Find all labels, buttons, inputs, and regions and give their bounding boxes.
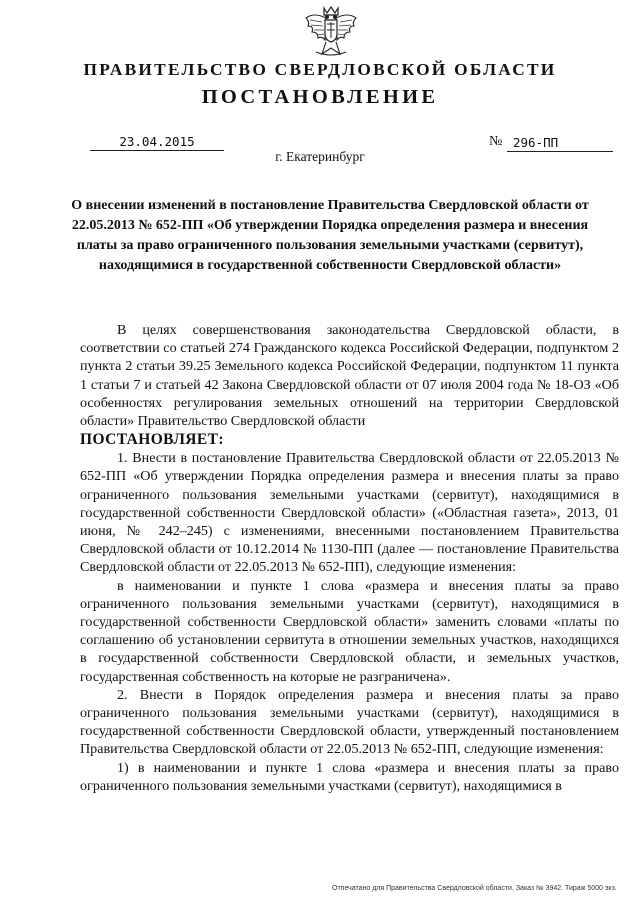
organization-name: ПРАВИТЕЛЬСТВО СВЕРДЛОВСКОЙ ОБЛАСТИ: [83, 60, 557, 79]
paragraph-1-sub: в наименовании и пункте 1 слова «размера и внесения платы за право ограниченного пользования земельными участками (сервитут), находящимися в государственной собственности Свердловской области» заменить словами «платы по соглашению об установлении сервитута в отношении земельных участков, находящихся в государственной собственности Свердловской области, и земельных участков, государственная собственность на которые не разграничена».: [80, 577, 619, 685]
paragraph-2: 2. Внести в Порядок определения размера и внесения платы за право ограниченного пользования земельными участками (сервитут), находящимися в государственной собственности Свердловской области, утвержденный постановлением Правительства Свердловской области от 22.05.2013 № 652-ПП, следующие изменения:: [80, 686, 619, 758]
decree-word: ПОСТАНОВЛЯЕТ:: [80, 431, 224, 449]
print-footer: Отпечатано для Правительства Свердловской области. Заказ № 3942. Тираж 5000 экз.: [332, 885, 617, 892]
number-sign: №: [489, 134, 503, 149]
document-type: ПОСТАНОВЛЕНИЕ: [201, 86, 439, 108]
document-number: 296-ПП: [507, 135, 613, 152]
intro-paragraph: В целях совершенствования законодательства Свердловской области, в соответствии со статьей 274 Гражданского кодекса Российской Федерации, подпунктом 2 пункта 2 статьи 39.25 Земельного кодекса Российской Федерации, подпунктом 11 пункта 1 статьи 7 и статьей 42 Закона Свердловской области от 07 июля 2004 года № 18-ОЗ «Об особенностях регулирования земельных отношений на территории Свердловской области» Правительство Свердловской области: [80, 322, 619, 430]
document-body: [80, 321, 619, 795]
document-date: 23.04.2015: [90, 134, 224, 151]
coat-of-arms-icon: [302, 4, 360, 58]
paragraph-2-sub: 1) в наименовании и пункте 1 слова «размера и внесения платы за право ограниченного пользования земельными участками (сервитут), находящимися в: [80, 759, 619, 794]
paragraph-1: 1. Внести в постановление Правительства Свердловской области от 22.05.2013 № 652-ПП «Об утверждении Порядка определения размера и внесения платы за право ограниченного пользования земельными участками (сервитут), находящимися в государственной собственности Свердловской области» («Областная газета», 2013, 01 июня, № 242–245) с изменениями, внесенными постановлением Правительства Свердловской области от 10.12.2014 № 1130-ПП (далее — постановление Правительства Свердловской области от 22.05.2013 № 652-ПП), следующие изменения:: [80, 450, 619, 576]
city: г. Екатеринбург: [275, 149, 365, 164]
document-title: О внесении изменений в постановление Правительства Свердловской области от 22.05.2013 № 652-ПП «Об утверждении Порядка определения размера и внесения платы за право ограниченного пользования земельными участками (сервитут), находящимися в государственной собственности Свердловской области»: [71, 198, 589, 273]
